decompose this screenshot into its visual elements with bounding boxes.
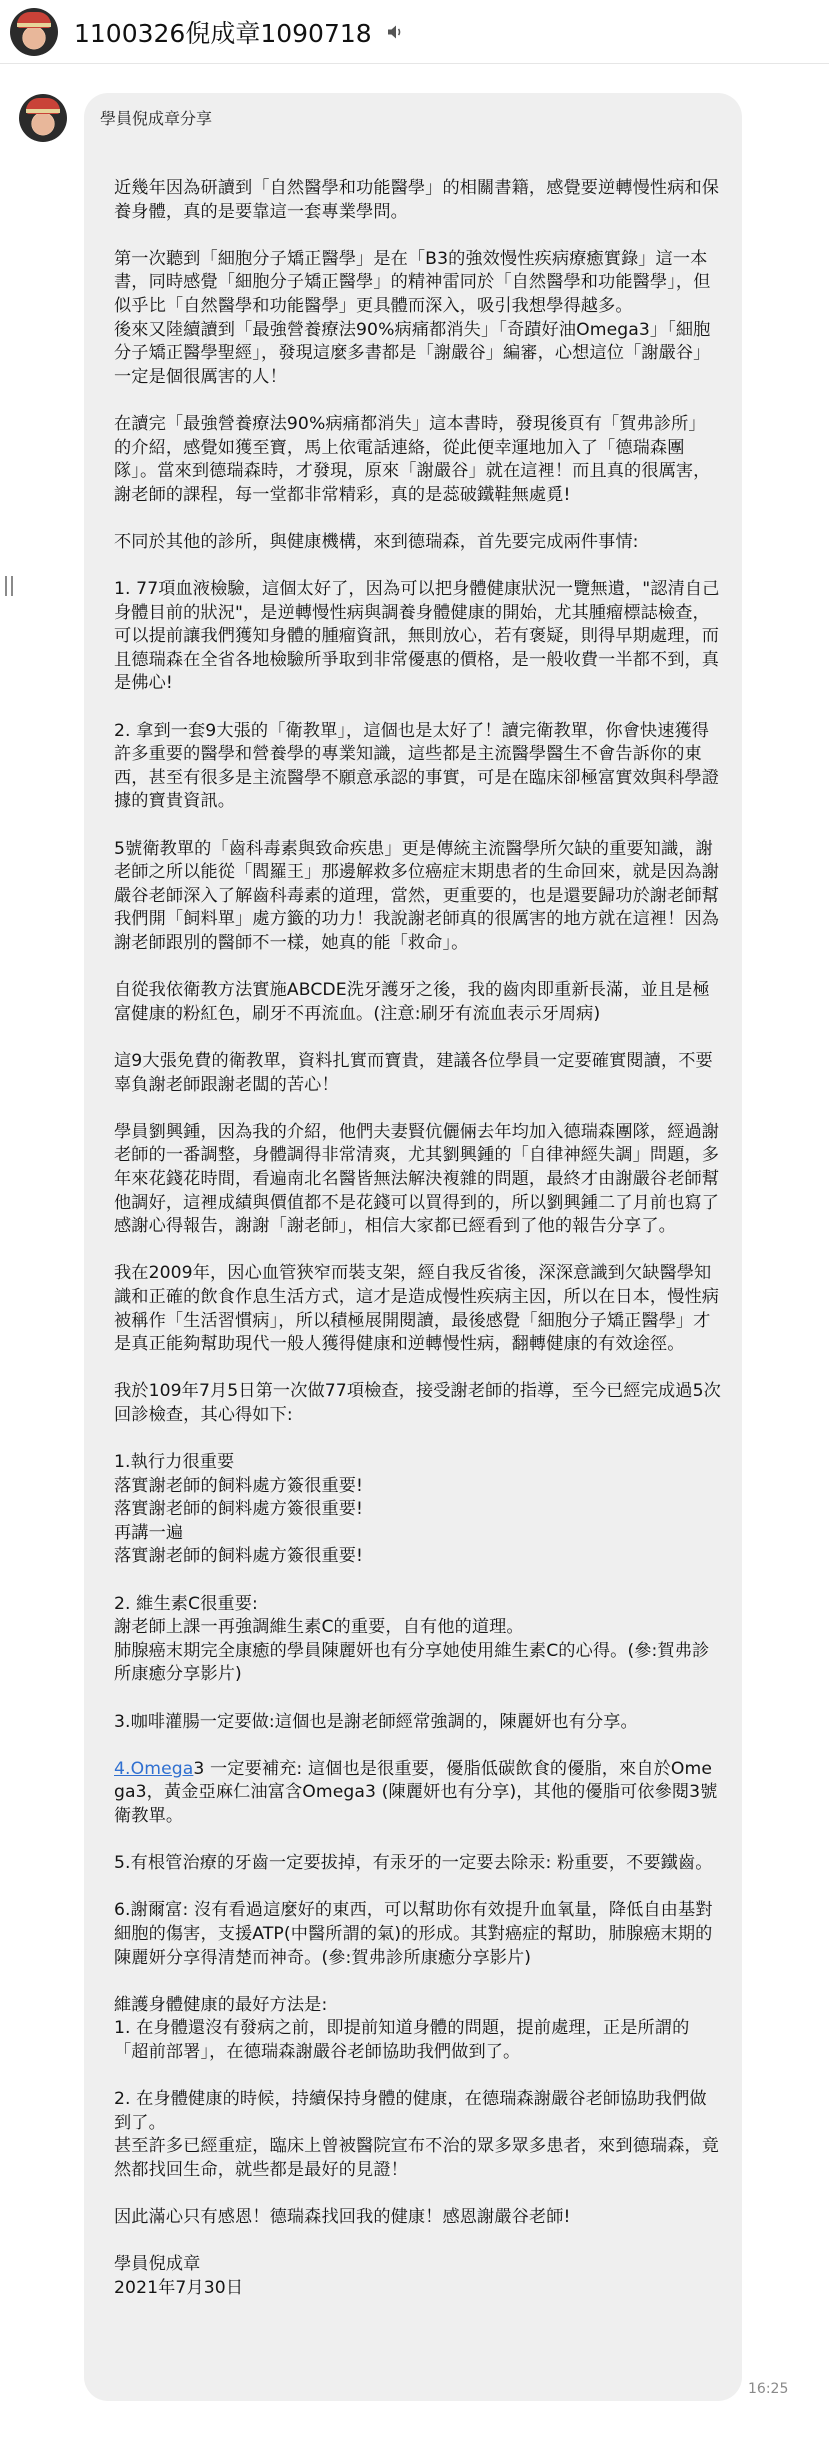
message-paragraph: 1.執行力很重要 落實謝老師的飼料處方簽很重要! 落實謝老師的飼料處方簽很重要! 再講一遍 落實謝老師的飼料處方簽很重要!: [114, 1452, 364, 1567]
message-paragraph: 學員倪成章 2021年7月30日: [114, 2254, 244, 2298]
message-paragraph: [114, 1758, 722, 1829]
chat-header: [0, 0, 829, 64]
message-paragraph: 5號衛教單的「齒科毒素與致命疾患」更是傳統主流醫學所欠缺的重要知識，謝老師之所以能從「閻羅王」那邊解救多位癌症末期患者的生命回來，就是因為謝嚴谷老師深入了解齒科毒素的道理，當然，更重要的，也是還要歸功於謝老師幫我們開「飼料單」處方籤的功力！我說謝老師真的很厲害的地方就在這裡！因為謝老師跟別的醫師不一樣，她真的能「救命」。: [114, 838, 720, 953]
sender-name: 學員倪成章分享: [100, 109, 213, 128]
message-body: [100, 177, 726, 2300]
message-paragraph: 2. 維生素C很重要: 謝老師上課一再強調維生素C的重要，自有他的道理。 肺腺癌末期完全康癒的學員陳麗妍也有分享她使用維生素C的心得。(參:賀弗診所康癒分享影片): [114, 1593, 710, 1685]
message-paragraph: 自從我依衛教方法實施ABCDE洗牙護牙之後，我的齒肉即重新長滿，並且是極富健康的粉紅色，刷牙不再流血。(注意:刷牙有流血表示牙周病): [114, 980, 710, 1024]
message-paragraph: 在讀完「最強營養療法90%病痛都消失」這本書時，發現後頁有「賀弗診所」的介紹，感覺如獲至寶，馬上依電話連絡，從此便幸運地加入了「德瑞森團隊」。當來到德瑞森時，才發現，原來「謝嚴谷」就在這裡！而且真的很厲害，謝老師的課程，每一堂都非常精彩，真的是蕊破鐵鞋無處覓!: [114, 413, 711, 505]
omega-paragraph-text: 3 一定要補充: 這個也是很重要，優脂低碳飲食的優脂，來自於Omega3，黃金亞麻仁油富含Omega3 (陳麗妍也有分享)，其他的優脂可依參閱3號衛教單。: [114, 1758, 718, 1826]
message-paragraph: 我在2009年，因心血管狹窄而裝支架，經自我反省後，深深意識到欠缺醫學知識和正確的飲食作息生活方式，這才是造成慢性疾病主因，所以在日本，慢性病被稱作「生活習慣病」，所以積極展開閱讀，最後感覺「細胞分子矯正醫學」才是真正能夠幫助現代一般人獲得健康和逆轉慢性病，翻轉健康的有效途徑。: [114, 1263, 720, 1355]
message-paragraph: 我於109年7月5日第一次做77項檢查，接受謝老師的指導，至今已經完成過5次回診檢查，其心得如下:: [114, 1381, 721, 1425]
scroll-handle[interactable]: [5, 576, 13, 596]
message-paragraph: 2. 拿到一套9大張的「衛教單」，這個也是太好了！讀完衛教單，你會快速獲得許多重要的醫學和營養學的專業知識，這些都是主流醫學醫生不會告訴你的東西，甚至有很多是主流醫學不願意承認的事實，可是在臨床卻極富實效與科學證據的寶貴資訊。: [114, 720, 720, 812]
message-paragraph: 近幾年因為研讀到「自然醫學和功能醫學」的相關書籍，感覺要逆轉慢性病和保養身體，真的是要靠這一套專業學問。: [114, 178, 720, 222]
message-time: 16:25: [748, 2381, 789, 2397]
message-paragraph: 不同於其他的診所，與健康機構，來到德瑞森，首先要完成兩件事情:: [114, 531, 639, 552]
omega-link[interactable]: 4.Omega: [114, 1758, 194, 1779]
contact-avatar[interactable]: [10, 8, 58, 56]
speaker-icon[interactable]: [386, 23, 404, 41]
message-paragraph: 3.咖啡灌腸一定要做:這個也是謝老師經常強調的，陳麗妍也有分享。: [114, 1711, 638, 1732]
message-paragraph: 1. 77項血液檢驗，這個太好了，因為可以把身體健康狀況一覽無遺，"認清自己身體目前的狀況"，是逆轉慢性病與調養身體健康的開始，尤其腫瘤標誌檢查，可以提前讓我們獲知身體的腫瘤資訊，無則放心，若有褒疑，則得早期處理，而且德瑞森在全省各地檢驗所爭取到非常優惠的價格，是一般收費一半都不到，真是佛心!: [114, 579, 720, 694]
chat-title[interactable]: 1100326倪成章1090718: [74, 18, 372, 48]
message-avatar[interactable]: [19, 94, 67, 142]
message-paragraph: 學員劉興鍾，因為我的介紹，他們夫妻賢伉儷倆去年均加入德瑞森團隊，經過謝老師的一番調整，身體調得非常清爽，尤其劉興鍾的「自律神經失調」問題，多年來花錢花時間，看遍南北名醫皆無法解決複雜的問題，最終才由謝嚴谷老師幫他調好，這裡成績與價值都不是花錢可以買得到的，所以劉興鍾二了月前也寫了感謝心得報告，謝謝「謝老師」，相信大家都已經看到了他的報告分享了。: [114, 1121, 720, 1237]
message-bubble: [84, 93, 742, 2401]
message-paragraph: 因此滿心只有感恩！德瑞森找回我的健康！感恩謝嚴谷老師!: [114, 2207, 571, 2228]
message-paragraph: 2. 在身體健康的時候，持續保持身體的健康，在德瑞森謝嚴谷老師協助我們做到了。 甚至許多已經重症，臨床上曾被醫院宣布不治的眾多眾多患者，來到德瑞森，竟然都找回生命，就些都是最好的見證！: [114, 2089, 720, 2180]
message-paragraph: 5.有根管治療的牙齒一定要拔掉，有汞牙的一定要去除汞: 粉重要，不要鐵齒。: [114, 1853, 713, 1874]
message-paragraph: 6.謝爾富: 沒有看過這麼好的東西，可以幫助你有效提升血氧量，降低自由基對細胞的傷害，支援ATP(中醫所謂的氣)的形成。其對癌症的幫助，肺腺癌末期的陳麗妍分享得清楚而神奇。(參:賀弗診所康癒分享影片): [114, 1900, 713, 1968]
message-paragraph: 維護身體健康的最好方法是: 1. 在身體還沒有發病之前，即提前知道身體的問題，提前處理，正是所謂的「超前部署」，在德瑞森謝嚴谷老師協助我們做到了。: [114, 1994, 690, 2062]
message-paragraph: 這9大張免費的衛教單，資料扎實而寶貴，建議各位學員一定要確實閱讀，不要辜負謝老師跟謝老闆的苦心！: [114, 1050, 713, 1095]
message-paragraph: 第一次聽到「細胞分子矯正醫學」是在「B3的強效慢性疾病療癒實錄」這一本書，同時感覺「細胞分子矯正醫學」的精神雷同於「自然醫學和功能醫學」，但似乎比「自然醫學和功能醫學」更具體而深入，吸引我想學得越多。 後來又陸續讀到「最強營養療法90%病痛都消失」「奇蹟好油Omega3」「細胞分子矯正醫學聖經」，發現這麼多書都是「謝嚴谷」編審，心想這位「謝嚴谷」一定是個很厲害的人！: [114, 248, 711, 387]
